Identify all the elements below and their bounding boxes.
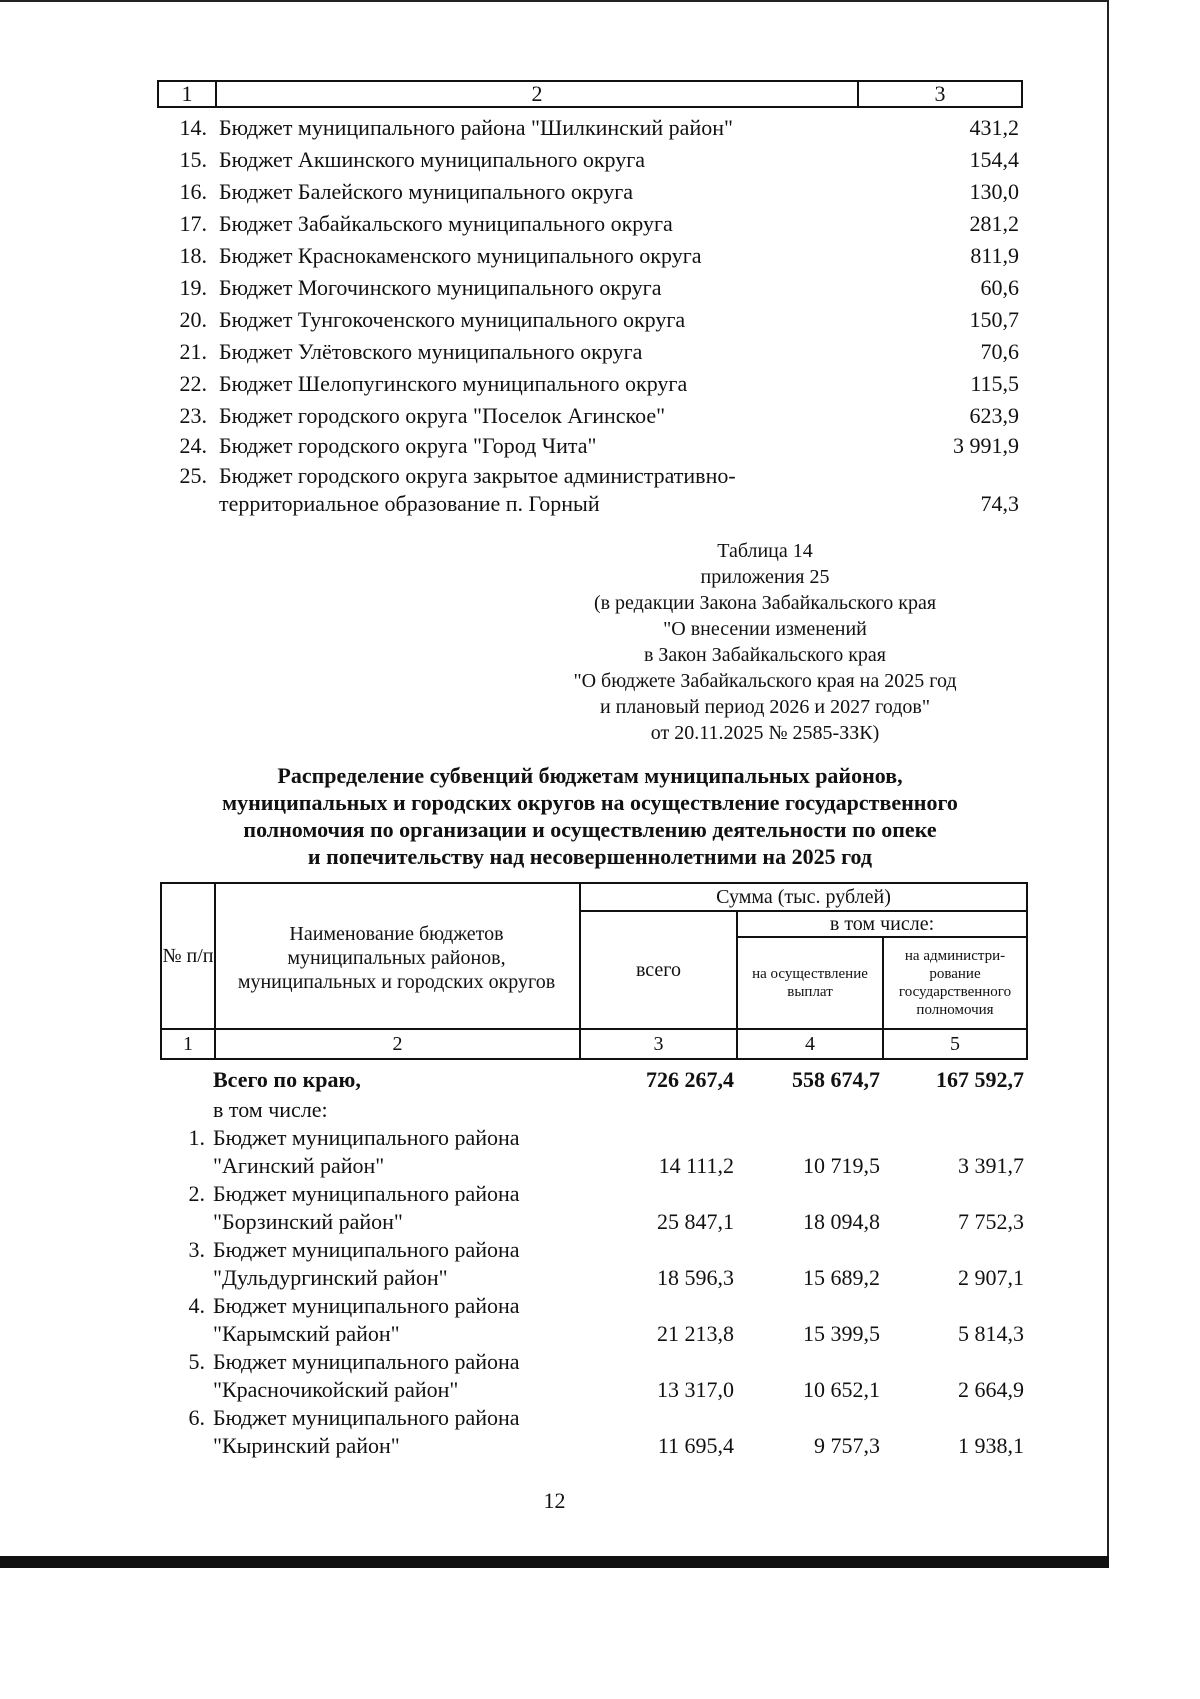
col-index: 3 <box>653 1033 664 1055</box>
table-row: 19. Бюджет Могочинского муниципального округа 60,6 <box>179 275 1019 300</box>
page-border-top <box>0 0 1109 2</box>
total-payments: 558 674,7 <box>792 1067 880 1092</box>
col-admin-header: на администри-рование государственного полномочия <box>898 948 1012 1018</box>
col-payments-header: на осуществление выплат <box>752 966 868 1000</box>
page-border-bottom <box>0 1556 1109 1568</box>
col-index: 1 <box>183 1033 193 1055</box>
col-index: 4 <box>805 1033 815 1055</box>
table-row: территориальное образование п. Горный 74,3 <box>219 491 1019 516</box>
col-header-1: 1 <box>159 82 217 106</box>
table-row: 22. Бюджет Шелопугинского муниципального округа 115,5 <box>179 371 1019 396</box>
col-number-header: № п/п <box>162 945 214 967</box>
title-line: полномочия по организации и осуществлению деятельности по опеке <box>243 817 937 842</box>
table-row: 15. Бюджет Акшинского муниципального округа 154,4 <box>179 147 1019 172</box>
table-row: 21. Бюджет Улётовского муниципального округа 70,6 <box>179 339 1019 364</box>
title-line: Распределение субвенций бюджетам муниципальных районов, <box>277 763 903 788</box>
col-sum-header: Сумма (тыс. рублей) <box>716 886 891 908</box>
col-including-header: в том числе: <box>829 913 935 935</box>
col-index: 2 <box>392 1033 403 1055</box>
title-line: муниципальных и городских округов на осуществление государственного <box>222 790 958 815</box>
caption-line: и плановый период 2026 и 2027 годов" <box>599 696 931 718</box>
caption-line: от 20.11.2025 № 2585-ЗЗК) <box>650 722 880 744</box>
table-row: 24. Бюджет городского округа "Город Чита" 3 991,9 <box>179 433 1019 458</box>
continuation-table-header <box>157 80 1023 108</box>
page-number: 12 <box>543 1488 566 1513</box>
table-row: 17. Бюджет Забайкальского муниципального округа 281,2 <box>179 211 1019 236</box>
table-row: 16. Бюджет Балейского муниципального округа 130,0 <box>179 179 1019 204</box>
table-row: 25. Бюджет городского округа закрытое административно- <box>179 463 736 488</box>
main-table-header <box>160 882 1028 1060</box>
document-title <box>140 762 1040 870</box>
caption-line: приложения 25 <box>700 566 830 588</box>
col-total-header: всего <box>635 959 682 981</box>
col-index: 5 <box>950 1033 960 1055</box>
page-border-right <box>1107 0 1109 1568</box>
table-row: 14. Бюджет муниципального района "Шилкинский район" 431,2 <box>179 115 1019 140</box>
col-header-3: 3 <box>934 81 946 106</box>
caption-line: "О бюджете Забайкальского края на 2025 год <box>573 670 957 692</box>
caption-line: в Закон Забайкальского края <box>643 644 887 666</box>
table-row: 18. Бюджет Краснокаменского муниципального округа 811,9 <box>179 243 1019 268</box>
total-label: Всего по краю, <box>213 1067 361 1092</box>
table-caption <box>500 538 1030 746</box>
total-admin: 167 592,7 <box>936 1067 1024 1092</box>
title-line: и попечительству над несовершеннолетними на 2025 год <box>307 844 873 869</box>
col-header-2: 2 <box>217 82 859 106</box>
total-value: 726 267,4 <box>646 1067 734 1092</box>
table-row: 23. Бюджет городского округа "Поселок Агинское" 623,9 <box>179 403 1019 428</box>
caption-line: "О внесении изменений <box>663 618 867 640</box>
col-name-header: Наименование бюджетов муниципальных районов, муниципальных и городских округов <box>237 923 556 993</box>
caption-line: (в редакции Закона Забайкальского края <box>593 592 937 614</box>
caption-line: Таблица 14 <box>717 540 813 562</box>
table-row: 20. Бюджет Тунгокоченского муниципального округа 150,7 <box>179 307 1019 332</box>
